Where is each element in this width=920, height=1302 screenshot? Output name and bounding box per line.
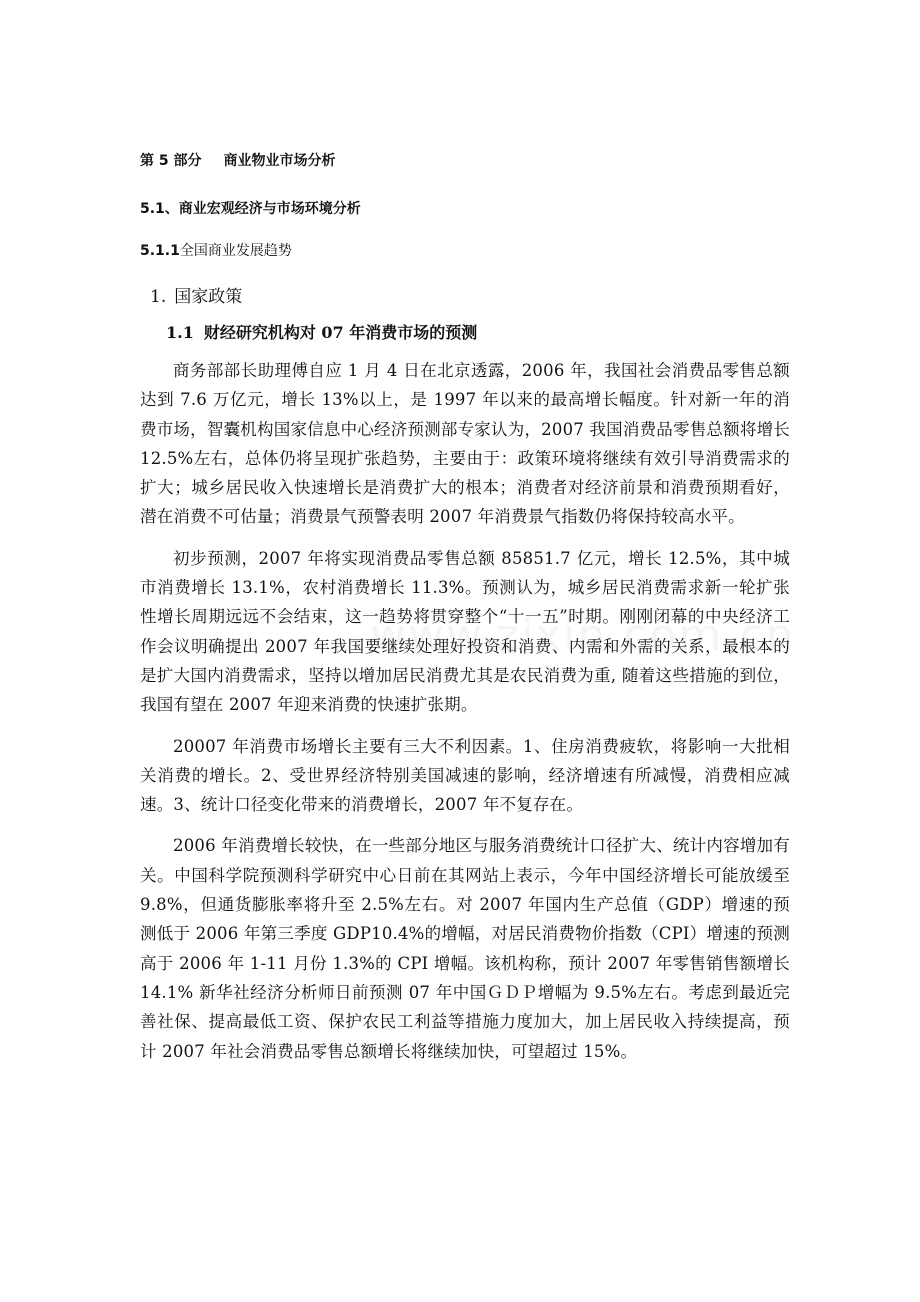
- part-number: 第 5 部分: [140, 153, 202, 169]
- paragraph: 初步预测，2007 年将实现消费品零售总额 85851.7 亿元，增长 12.5%，其中城市消费增长 13.1%，农村消费增长 11.3%。预测认为，城乡居民消费需求新一轮扩张性增长周期远远不会结束，这一趋势将贯穿整个“十一五”时期。刚刚闭幕的中央经济工作会议明确提出 2007 年我国要继续处理好投资和消费、内需和外需的关系，最根本的是扩大国内消费需求，坚持以增加居民消费尤其是农民消费为重, 随着这些措施的到位，我国有望在 2007 年迎来消费的快速扩张期。: [140, 548, 790, 715]
- item-heading: [150, 282, 242, 307]
- subsection-heading: [140, 240, 292, 260]
- paragraph: 商务部部长助理傅自应 1 月 4 日在北京透露，2006 年，我国社会消费品零售总额达到 7.6 万亿元，增长 13%以上，是 1997 年以来的最高增长幅度。针对新一年的消费市场，智囊机构国家信息中心经济预测部专家认为，2007 我国消费品零售总额将增长 12.5%左右，总体仍将呈现扩张趋势，主要由于：政策环境将继续有效引导消费需求的扩大；城乡居民收入快速增长是消费扩大的根本；消费者对经济前景和消费预期看好，潜在消费不可估量；消费景气预警表明 2007 年消费景气指数仍将保持较高水平。: [140, 361, 790, 527]
- subitem-number: 1.1: [166, 323, 194, 342]
- item-number: 1.: [150, 287, 167, 307]
- section-heading: 5.1、商业宏观经济与市场环境分析: [140, 201, 361, 217]
- paragraph: 2006 年消费增长较快，在一些部分地区与服务消费统计口径扩大、统计内容增加有关。中国科学院预测科学研究中心日前在其网站上表示，今年中国经济增长可能放缓至 9.8%，但通货膨胀率将升至 2.5%左右。对 2007 年国内生产总值（GDP）增速的预测低于 2006 年第三季度 GDP10.4%的增幅，对居民消费物价指数（CPI）增速的预测高于 2006 年 1-11 月份 1.3%的 CPI 增幅。该机构称，预计 2007 年零售销售额增长 14.1% 新华社经济分析师日前预测 07 年中国ＧＤＰ增幅为 9.5%左右。考虑到最近完善社保、提高最低工资、保护农民工利益等措施力度加大，加上居民收入持续提高，预计 2007 年社会消费品零售总额增长将继续加快，可望超过 15%。: [140, 836, 790, 1061]
- item-title: 国家政策: [174, 287, 243, 307]
- body-text: [140, 356, 790, 1078]
- part-heading: [140, 150, 336, 170]
- subitem-heading: [166, 320, 477, 343]
- paragraph: 20007 年消费市场增长主要有三大不利因素。1、住房消费疲软，将影响一大批相关消费的增长。2、受世界经济特别美国减速的影响，经济增速有所减慢，消费相应减速。3、统计口径变化带来的消费增长，2007 年不复存在。: [140, 736, 790, 815]
- subsection-number: 5.1.1: [140, 243, 180, 259]
- subsection-title: 全国商业发展趋势: [179, 243, 292, 259]
- subitem-title: 财经研究机构对 07 年消费市场的预测: [203, 323, 478, 342]
- part-title: 商业物业市场分析: [223, 153, 336, 169]
